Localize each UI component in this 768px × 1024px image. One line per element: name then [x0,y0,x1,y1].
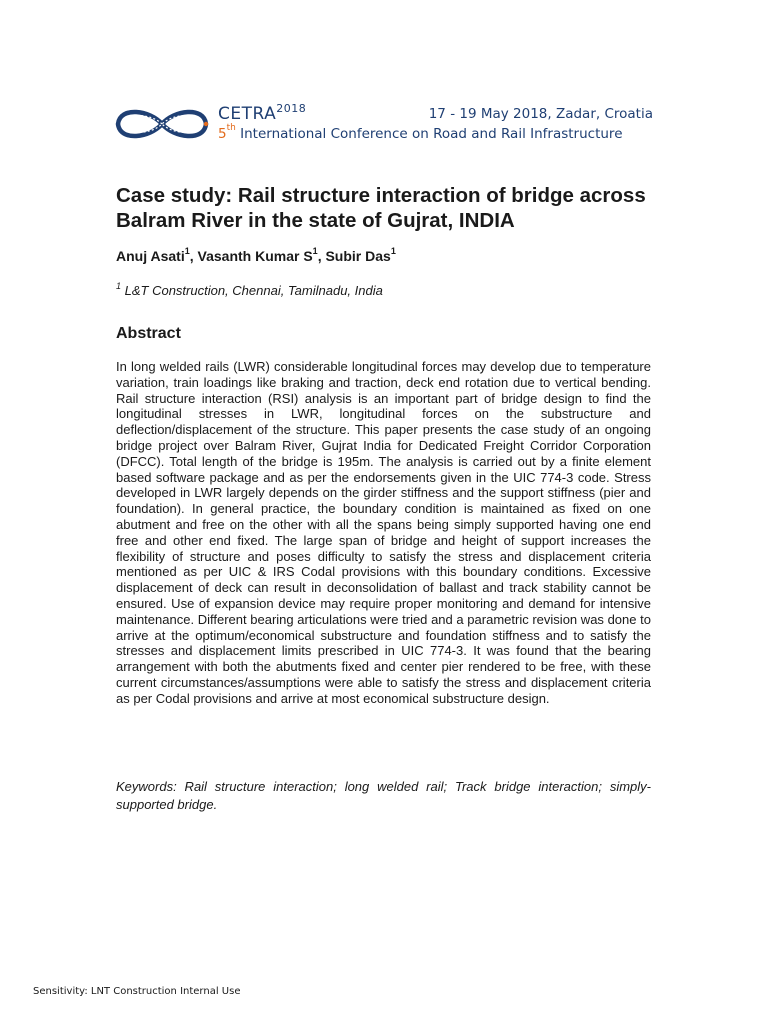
affiliation-mark: 1 [390,246,396,256]
author-name: Anuj Asati [116,248,185,264]
abstract-heading: Abstract [116,325,181,342]
sensitivity-label: Sensitivity: LNT Construction Internal Use [33,986,241,997]
conference-acronym: $CETRA^{2018}$ [218,102,307,124]
author-list: Anuj Asati$^1$, Vasanth Kumar $S^1$, Subir Das$^1$ [116,246,396,264]
conference-dates-location: 17 - 19 May 2018, Zadar, Croatia [428,106,653,122]
conference-header [112,100,657,148]
author-affiliation: $^1$ L&T Construction, Chennai, Tamilnadu, India [116,281,383,298]
infinity-loop-logo [112,106,212,142]
conference-ordinal: 5th [218,123,236,142]
abstract-text: In long welded rails (LWR) considerable longitudinal forces may develop due to temperature variation, train loadings like braking and traction, deck end rotation due to vertical bending. Rail structure interaction (RSI) analysis is an important part of bridge design to find the longitudinal stresses in LWR, longitudinal forces on the substructure and deflection/displacement of the structure. This paper presents the case study of an ongoing bridge project over Balram River, Gujrat India for Dedicated Freight Corridor Corporation (DFCC). Total length of the bridge is 195m. The analysis is carried out by a finite element based software package and as per the endorsements given in the UIC 774-3 code. Stress developed in LWR largely depends on the girder stiffness and the support stiffness (pier and foundation). In general practice, the boundary condition is maintained as fixed on one abutment and free on the other with all the spans being simply supported having one end free and other end fixed. The large span of bridge and height of support increases the flexibility of structure and poses difficulty to satisfy the stress and displacement criteria mentioned as per UIC & IRS Codal provisions with this boundary conditions. Excessive displacement of deck can result in deconsolidation of ballast and track stability cannot be ensured. Use of expansion device may require proper monitoring and demand for intensive maintenance. Different bearing articulations were tried and a parametric revision was done to arrive at the optimum/economical substructure and foundation stiffness and to satisfy the stresses and displacement limits prescribed in UIC 774-3. It was found that the bearing arrangement with both the abutments fixed and center pier rendered to be free, with these current circumstances/assumptions were able to satisfy the stress and displacement criteria as per Codal provisions and arrive at most economical substructure design. [116,359,651,706]
affiliation-mark: 1 [312,246,318,256]
author-name: Vasanth Kumar S [197,248,313,264]
conference-full-name: 5th International Conference on Road and Rail Infrastructure [218,123,623,142]
author-name: Subir Das [325,248,391,264]
affiliation-mark: 1 [184,246,190,256]
paper-title: Case study: Rail structure interaction of bridge across Balram River in the state of Gujrat, INDIA [116,184,646,232]
keywords: Keywords: Rail structure interaction; long welded rail; Track bridge interaction; simply-supported bridge. [116,779,651,812]
